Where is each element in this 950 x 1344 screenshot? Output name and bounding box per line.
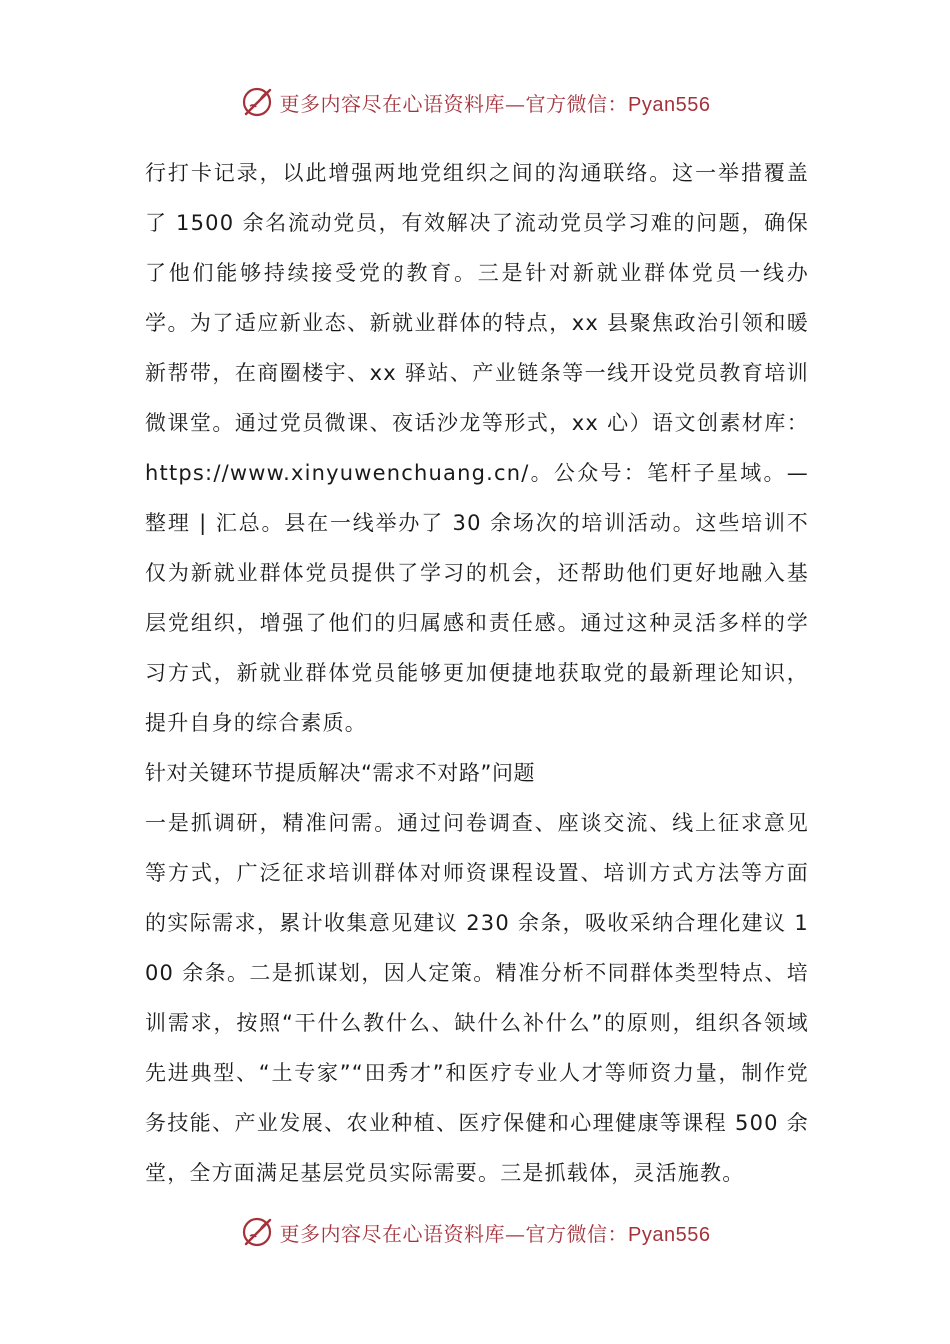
footer-banner <box>0 1210 950 1254</box>
document-body <box>145 148 809 1198</box>
banner-main-text: 更多内容尽在心语资料库—官方微信： <box>279 1221 629 1246</box>
paragraph-2: 一是抓调研，精准问需。通过问卷调查、座谈交流、线上征求意见等方式，广泛征求培训群体对师资课程设置、培训方式方法等方面的实际需求，累计收集意见建议 230 余条，吸收采纳合理化建议 100 余条。二是抓谋划，因人定策。精准分析不同群体类型特点、培训需求，按照“干什么教什么、缺什么补什么”的原则，组织各领域先进典型、“土专家”“田秀才”和医疗专业人才等师资力量，制作党务技能、产业发展、农业种植、医疗保健和心理健康等课程 500 余堂，全方面满足基层党员实际需要。三是抓载体，灵活施教。 <box>145 811 809 1185</box>
banner-handle: Pyan556 <box>628 93 711 116</box>
banner-handle: Pyan556 <box>628 1223 711 1246</box>
banner-main-text: 更多内容尽在心语资料库—官方微信： <box>279 91 629 116</box>
header-banner <box>0 80 950 124</box>
banner-text <box>280 1218 711 1247</box>
quill-circle-logo-icon <box>240 1214 276 1250</box>
banner-text <box>280 88 711 117</box>
quill-circle-logo-icon <box>240 84 276 120</box>
section-heading: 针对关键环节提质解决“需求不对路”问题 <box>145 761 536 785</box>
paragraph-1: 行打卡记录，以此增强两地党组织之间的沟通联络。这一举措覆盖了 1500 余名流动党员，有效解决了流动党员学习难的问题，确保了他们能够持续接受党的教育。三是针对新就业群体党员一线办学。为了适应新业态、新就业群体的特点，xx 县聚焦政治引领和暖新帮带，在商圈楼宇、xx 驿站、产业链条等一线开设党员教育培训微课堂。通过党员微课、夜话沙龙等形式，xx 心）语文创素材库：https://www.xinyuwenchuang.cn/。公众号：笔杆子星域。—整理 | 汇总。县在一线举办了 30 余场次的培训活动。这些培训不仅为新就业群体党员提供了学习的机会，还帮助他们更好地融入基层党组织，增强了他们的归属感和责任感。通过这种灵活多样的学习方式，新就业群体党员能够更加便捷地获取党的最新理论知识，提升自身的综合素质。 <box>145 161 809 735</box>
